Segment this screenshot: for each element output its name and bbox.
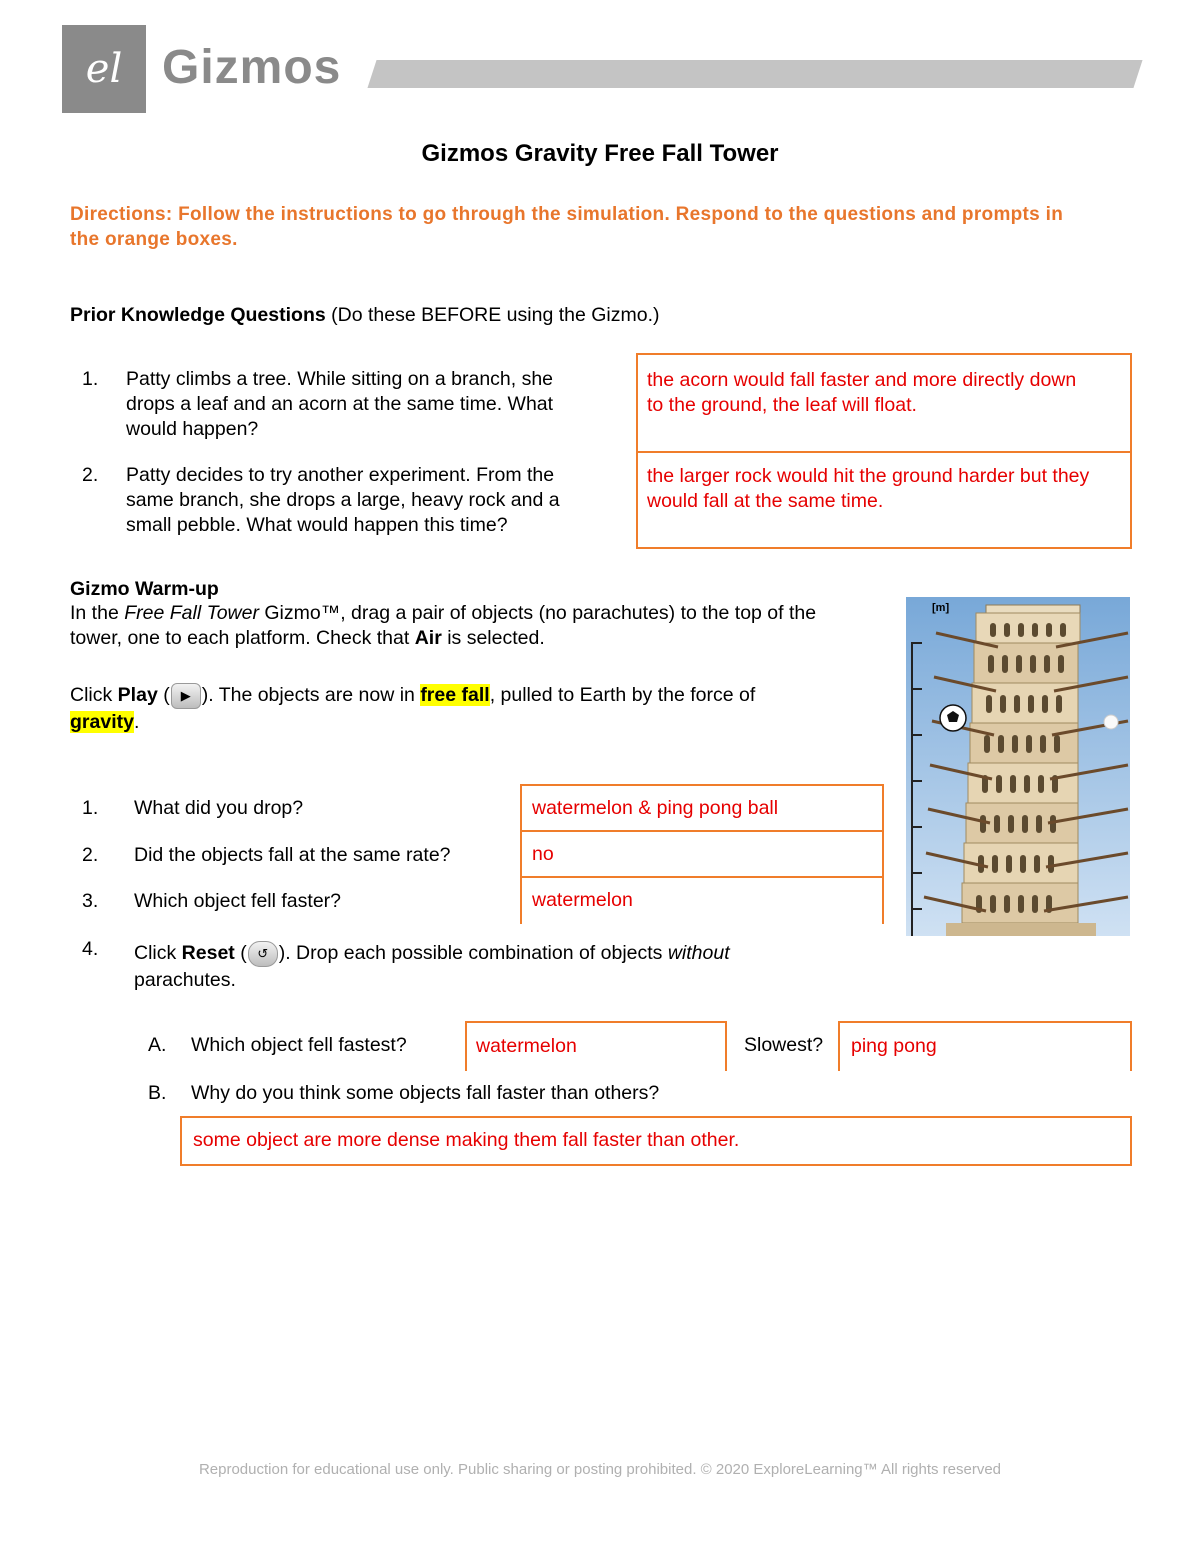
prior-q1-num: 1. bbox=[82, 368, 99, 390]
play-icon: ▶ bbox=[171, 683, 201, 709]
warmup-paragraph-1: In the Free Fall Tower Gizmo™, drag a pair of objects (no parachutes) to the top of the tower, one to each platform. Check that Air is selected. bbox=[70, 602, 817, 649]
warmup-q4-num: 4. bbox=[82, 938, 99, 960]
prior-q2-num: 2. bbox=[82, 464, 99, 486]
logo-badge bbox=[62, 25, 146, 113]
prior-q2-line1: Patty decides to try another experiment. From the bbox=[126, 464, 555, 486]
warmup-q1-text: What did you drop? bbox=[134, 797, 304, 819]
warmup-q1-answer-box[interactable] bbox=[520, 784, 884, 832]
page-title: Gizmos Gravity Free Fall Tower bbox=[421, 140, 779, 167]
warmup-q2-num: 2. bbox=[82, 844, 99, 866]
prior-q2-line3: small pebble. What would happen this time? bbox=[126, 514, 508, 536]
reset-icon: ↺ bbox=[248, 941, 278, 967]
prior-q2-line2: same branch, she drops a large, heavy rock and a bbox=[126, 489, 560, 511]
warmup-q3-text: Which object fell faster? bbox=[134, 890, 342, 912]
q4a-slowest-answer-box[interactable] bbox=[838, 1021, 1132, 1071]
prior-q2-answer: the larger rock would hit the ground harder but they would fall at the same time. bbox=[647, 465, 1090, 512]
directions: Directions: Follow the instructions to go through the simulation. Respond to the questions and prompts in the orange boxes. bbox=[70, 204, 1064, 250]
prior-q1-line1: Patty climbs a tree. While sitting on a branch, she bbox=[126, 368, 554, 390]
warmup-q3-answer: watermelon bbox=[532, 889, 633, 911]
prior-q1-answer: the acorn would fall faster and more directly down to the ground, the leaf will float. bbox=[647, 369, 1077, 416]
prior-q1-line3: would happen? bbox=[126, 418, 259, 440]
tower-illustration bbox=[906, 597, 1130, 936]
q4a-text: Which object fell fastest? bbox=[191, 1034, 407, 1056]
warmup-heading: Gizmo Warm-up bbox=[70, 578, 219, 600]
q4b-letter: B. bbox=[148, 1082, 167, 1104]
warmup-q3-answer-box[interactable] bbox=[520, 876, 884, 924]
highlight-gravity: gravity bbox=[70, 711, 134, 733]
warmup-q2-answer: no bbox=[532, 843, 554, 865]
footer: Reproduction for educational use only. Public sharing or posting prohibited. © 2020 ExploreLearning™ All rights reserved bbox=[198, 1461, 1002, 1478]
q4a-fastest-answer-box[interactable] bbox=[465, 1021, 727, 1071]
warmup-q4-text: Click Reset ( ↺ ). Drop each possible combination of objects without parachutes. bbox=[134, 942, 730, 991]
warmup-q2-text: Did the objects fall at the same rate? bbox=[134, 844, 451, 866]
prior-q1-text bbox=[126, 367, 626, 442]
highlight-free-fall: free fall bbox=[420, 684, 490, 706]
prior-q1-answer-box[interactable] bbox=[636, 353, 1132, 453]
warmup-q2-answer-box[interactable] bbox=[520, 830, 884, 878]
q4b-answer-box[interactable] bbox=[180, 1116, 1132, 1166]
q4b-text: Why do you think some objects fall faster than others? bbox=[191, 1082, 660, 1104]
q4a-slowest-answer: ping pong bbox=[851, 1035, 937, 1057]
meter-unit-label: [m] bbox=[932, 602, 950, 614]
prior-q2-answer-box[interactable] bbox=[636, 451, 1132, 549]
warmup-q1-num: 1. bbox=[82, 797, 99, 819]
prior-q2-text bbox=[126, 463, 626, 538]
header-bar bbox=[367, 60, 1142, 88]
warmup-q3-num: 3. bbox=[82, 890, 99, 912]
q4a-letter: A. bbox=[148, 1034, 167, 1056]
prior-heading: Prior Knowledge Questions bbox=[70, 304, 326, 326]
q4a-fastest-answer: watermelon bbox=[476, 1035, 577, 1057]
prior-q1-line2: drops a leaf and an acorn at the same time. What bbox=[126, 393, 554, 415]
prior-heading-line bbox=[70, 303, 660, 328]
logo-text: Gizmos bbox=[162, 41, 342, 94]
warmup-paragraph-2: Click Play ( ▶ ). The objects are now in free fall, pulled to Earth by the force of gravity. bbox=[70, 684, 756, 733]
free-fall-tower-image bbox=[906, 597, 1130, 936]
logo-mark: el bbox=[85, 46, 123, 92]
prior-note: (Do these BEFORE using the Gizmo.) bbox=[331, 304, 660, 326]
q4a-slowest-label: Slowest? bbox=[744, 1034, 824, 1056]
warmup-q1-answer: watermelon & ping pong ball bbox=[532, 797, 779, 819]
q4b-answer: some object are more dense making them fall faster than other. bbox=[193, 1129, 740, 1151]
